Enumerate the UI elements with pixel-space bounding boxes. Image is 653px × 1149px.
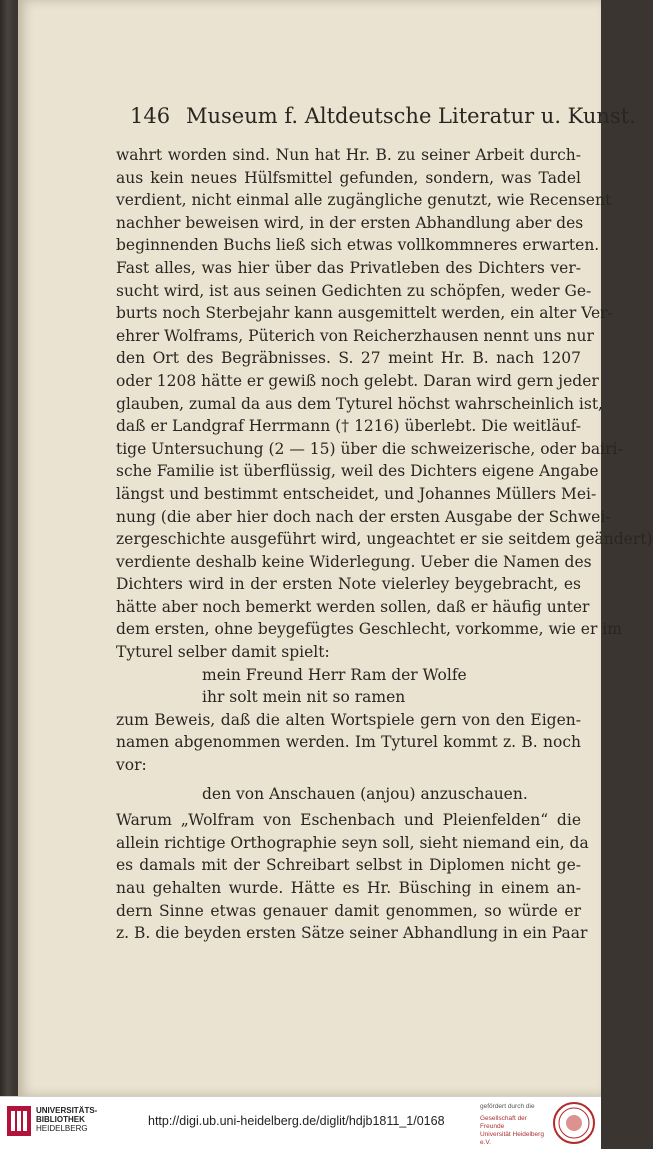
text-line: sucht wird, ist aus seinen Gedichten zu schöpfen, weder Ge- [116, 281, 592, 300]
text-line: daß er Landgraf Herrmann († 1216) überlebt. Die weitläuf- [116, 417, 581, 436]
text-line: Dichters wird in der ersten Note vielerley beygebracht, es [116, 575, 581, 594]
library-name-line: HEIDELBERG [36, 1124, 88, 1133]
paragraph-3 [116, 809, 589, 945]
text-line: allein richtige Orthographie seyn soll, sieht niemand ein, da [116, 833, 589, 852]
running-title: Museum f. Altdeutsche Literatur u. Kunst. [186, 104, 636, 128]
text-line: zum Beweis, daß die alten Wortspiele gern von den Eigen- [116, 710, 581, 729]
page-number: 146 [130, 104, 171, 128]
text-line: glauben, zumal da aus dem Tyturel höchst wahrscheinlich ist, [116, 394, 603, 413]
text-line: dern Sinne etwas genauer damit genommen, so würde er [116, 901, 581, 920]
university-seal-icon [552, 1101, 596, 1145]
text-line: Warum „Wolfram von Eschenbach und Pleienfelden“ die [116, 811, 581, 830]
text-line: Tyturel selber damit spielt: [116, 643, 330, 662]
permalink-url[interactable]: http://digi.ub.uni-heidelberg.de/diglit/hdjb1811_1/0168 [148, 1114, 445, 1128]
paragraph-1 [116, 144, 653, 664]
funded-by-label: gefördert durch die [480, 1103, 535, 1110]
text-line: verdient, nicht einmal alle zugängliche genutzt, wie Recensent [116, 191, 612, 210]
library-name-line: BIBLIOTHEK [36, 1115, 85, 1124]
verse-line: mein Freund Herr Ram der Wolfe [202, 665, 467, 684]
text-line: hätte aber noch bemerkt werden sollen, daß er häufig unter [116, 597, 590, 616]
text-line: nachher beweisen wird, in der ersten Abhandlung aber des [116, 213, 584, 232]
text-line: aus kein neues Hülfsmittel gefunden, sondern, was Tadel [116, 168, 581, 187]
text-line: Fast alles, was hier über das Privatleben des Dichters ver- [116, 258, 581, 277]
library-name-line: UNIVERSITÄTS- [36, 1106, 98, 1115]
text-line: ehrer Wolframs, Püterich von Reicherzhausen nennt uns nur [116, 326, 594, 345]
text-line: nau gehalten wurde. Hätte es Hr. Büsching in einem an- [116, 879, 581, 897]
text-line: verdiente deshalb keine Widerlegung. Ueber die Namen des [116, 552, 592, 571]
text-line: z. B. die beyden ersten Sätze seiner Abhandlung in ein Paar [116, 924, 588, 943]
text-line: vor: [116, 756, 147, 775]
funding-note [480, 1103, 546, 1147]
text-line: den Ort des Begräbnisses. S. 27 meint Hr. B. nach 1207 [116, 349, 581, 368]
text-line: nung (die aber hier doch nach der ersten Ausgabe der Schwei- [116, 507, 611, 526]
text-line: beginnenden Buchs ließ sich etwas vollkommneres erwarten. [116, 236, 600, 255]
quote-line: den von Anschauen (anjou) anzuschauen. [202, 784, 528, 803]
book-page [18, 0, 653, 1096]
text-line: sche Familie ist überflüssig, weil des Dichters eigene Angabe [116, 462, 599, 481]
text-line: längst und bestimmt entscheidet, und Johannes Müllers Mei- [116, 484, 597, 503]
viewer-footer [0, 1096, 601, 1149]
funder-name: Universität Heidelberg e.V. [480, 1131, 544, 1146]
funder-name: Gesellschaft der Freunde [480, 1115, 527, 1130]
verse-line: ihr solt mein nit so ramen [202, 688, 406, 707]
text-line: wahrt worden sind. Nun hat Hr. B. zu seiner Arbeit durch- [116, 146, 581, 164]
page-header [112, 104, 636, 140]
text-line: burts noch Sterbejahr kann ausgemittelt werden, ein alter Ver- [116, 304, 613, 323]
text-line: oder 1208 hätte er gewiß noch gelebt. Daran wird gern jeder [116, 371, 599, 390]
text-line: tige Untersuchung (2 — 15) über die schweizerische, oder bairi- [116, 439, 623, 458]
paragraph-2 [116, 709, 581, 777]
library-logo-icon [6, 1105, 32, 1137]
text-line: es damals mit der Schreibart selbst in Diplomen nicht ge- [116, 856, 581, 875]
text-line: dem ersten, ohne beygefügtes Geschlecht, vorkomme, wie er im [116, 620, 622, 639]
text-line: zergeschichte ausgeführt wird, ungeachtet er sie seitdem geändert) [116, 530, 653, 549]
library-name [36, 1106, 97, 1133]
body-text [116, 144, 653, 945]
text-line: namen abgenommen werden. Im Tyturel kommt z. B. noch [116, 733, 581, 752]
